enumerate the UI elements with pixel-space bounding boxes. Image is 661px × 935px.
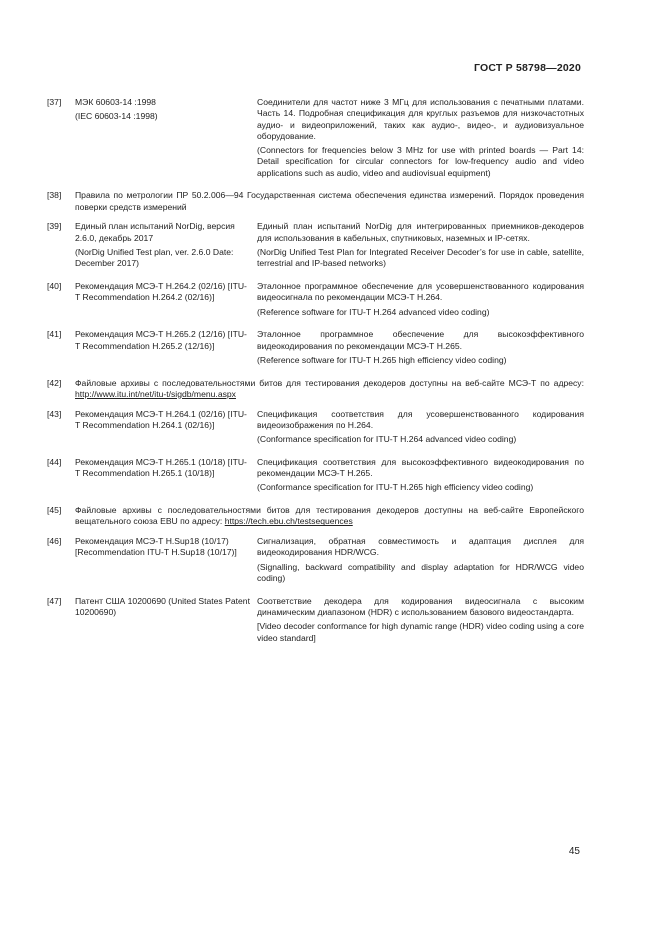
reference-title-en: (Reference software for ITU-T H.264 advanced video coding): [257, 306, 490, 317]
document-id: ГОСТ Р 58798—2020: [473, 62, 581, 74]
reference-number: [47]: [47, 595, 62, 606]
reference-title-en: (NorDig Unified Test Plan for Integrated Receiver Decoder’s for use in cable, satellite, terrestrial and IP-based networks): [257, 247, 584, 269]
reference-number: [40]: [47, 281, 62, 292]
reference-title-en: (Conformance specification for ITU-T H.264 advanced video coding): [257, 434, 517, 445]
reference-number: [45]: [47, 505, 62, 516]
reference-title: Спецификация соответствия для высокоэффективного видеокодирования по рекомендации МСЭ-Т H.265.: [257, 456, 584, 479]
reference-item: [47, 378, 584, 401]
reference-designation: Рекомендация МСЭ-Т H.264.1 (02/16) [ITU-T Recommendation H.264.1 (02/16)]: [75, 408, 247, 430]
reference-item: [47, 596, 584, 647]
reference-designation: Рекомендация МСЭ-Т H.265.2 (12/16) [ITU-T Recommendation H.265.2 (12/16)]: [75, 329, 247, 351]
reference-full-text: Файловые архивы с последовательностями битов для тестирования декодеров доступны на веб-сайте МСЭ-Т по адресу:: [75, 377, 584, 388]
reference-full-text: Правила по метрологии ПР 50.2.006—94 Государственная система обеспечения единства измерений. Порядок проведения поверки средств измерений: [75, 190, 584, 212]
reference-title: Спецификация соответствия для усовершенствованного кодирования видеоизображения по H.264.: [257, 408, 584, 430]
reference-item: [47, 536, 584, 587]
reference-number: [46]: [47, 536, 62, 547]
reference-item: [47, 221, 584, 272]
reference-title-en: (Connectors for frequencies below 3 MHz for use with printed boards — Part 14: Detail specification for circular connectors for low-frequency audio and video applications such as audio, video and audiovisual equipment): [257, 145, 584, 178]
reference-number: [44]: [47, 456, 62, 467]
reference-item: [47, 281, 584, 321]
reference-item: [47, 190, 584, 213]
reference-title-en: (Reference software for ITU-T H.265 high efficiency video coding): [257, 354, 507, 365]
reference-item: [47, 409, 584, 449]
reference-number: [39]: [47, 221, 62, 232]
reference-full-text: Файловые архивы с последовательностями битов для тестирования декодеров доступны на веб-сайте Европейского вещательного союза EBU по адресу:: [75, 505, 584, 527]
reference-title-en: [Video decoder conformance for high dynamic range (HDR) video coding using a core video standard]: [257, 621, 584, 643]
reference-designation: Патент США 10200690 (United States Patent 10200690): [75, 595, 250, 617]
reference-number: [43]: [47, 408, 62, 419]
reference-title-en: (Signalling, backward compatibility and display adaptation for HDR/WCG video coding): [257, 561, 584, 584]
reference-designation: Рекомендация МСЭ-Т H.265.1 (10/18) [ITU-T Recommendation H.265.1 (10/18)]: [75, 456, 247, 479]
reference-item: [47, 457, 584, 497]
reference-designation: Рекомендация МСЭ-Т H.264.2 (02/16) [ITU-T Recommendation H.264.2 (02/16)]: [75, 281, 247, 303]
reference-number: [37]: [47, 97, 62, 107]
reference-title: Эталонное программное обеспечение для усовершенствованного кодирования видеосигнала по рекомендации МСЭ-Т H.264.: [257, 281, 584, 303]
reference-item: [47, 329, 584, 369]
bibliography-list: [47, 97, 584, 655]
reference-link[interactable]: http://www.itu.int/net/itu-t/sigdb/menu.aspx: [75, 388, 236, 399]
reference-title: Сигнализация, обратная совместимость и адаптация дисплея для видеокодирования HDR/WCG.: [257, 536, 584, 558]
reference-number: [41]: [47, 329, 62, 340]
reference-title: Эталонное программное обеспечение для высокоэффективного видеокодирования по рекомендации МСЭ-Т H.265.: [257, 329, 584, 351]
reference-title-en: (Conformance specification for ITU-T H.265 high efficiency video coding): [257, 482, 534, 493]
reference-item: [47, 505, 584, 528]
reference-item: [47, 97, 584, 182]
reference-number: [42]: [47, 377, 62, 388]
reference-title: Единый план испытаний NorDig для интегрированных приемников-декодеров для использования в кабельных, спутниковых, наземных и IP-сетях.: [257, 221, 584, 243]
reference-designation: Рекомендация МСЭ-Т H.Sup18 (10/17) [Recommendation ITU-T H.Sup18 (10/17)]: [75, 536, 237, 558]
reference-title: Соединители для частот ниже 3 МГц для использования с печатными платами. Часть 14. Подробная спецификация для круглых разъемов для низкочастотных аудио- и видеоприложений, таких как аудио-, видео-, и аудиовизуальное оборудование.: [257, 97, 584, 141]
reference-designation: МЭК 60603-14 :1998: [75, 97, 156, 107]
reference-designation: Единый план испытаний NorDig, версия 2.6.0, декабрь 2017: [75, 221, 235, 243]
reference-link[interactable]: https://tech.ebu.ch/testsequences: [224, 516, 353, 527]
reference-number: [38]: [47, 190, 62, 201]
reference-title: Соответствие декодера для кодирования видеосигнала с высоким динамическим диапазоном (HDR) с использованием базового видеостандарта.: [257, 595, 584, 617]
reference-designation-en: (IEC 60603-14 :1998): [75, 111, 158, 122]
page-number: 45: [568, 846, 580, 857]
reference-designation-en: (NorDig Unified Test plan, ver. 2.6.0 Date: December 2017): [75, 247, 234, 269]
